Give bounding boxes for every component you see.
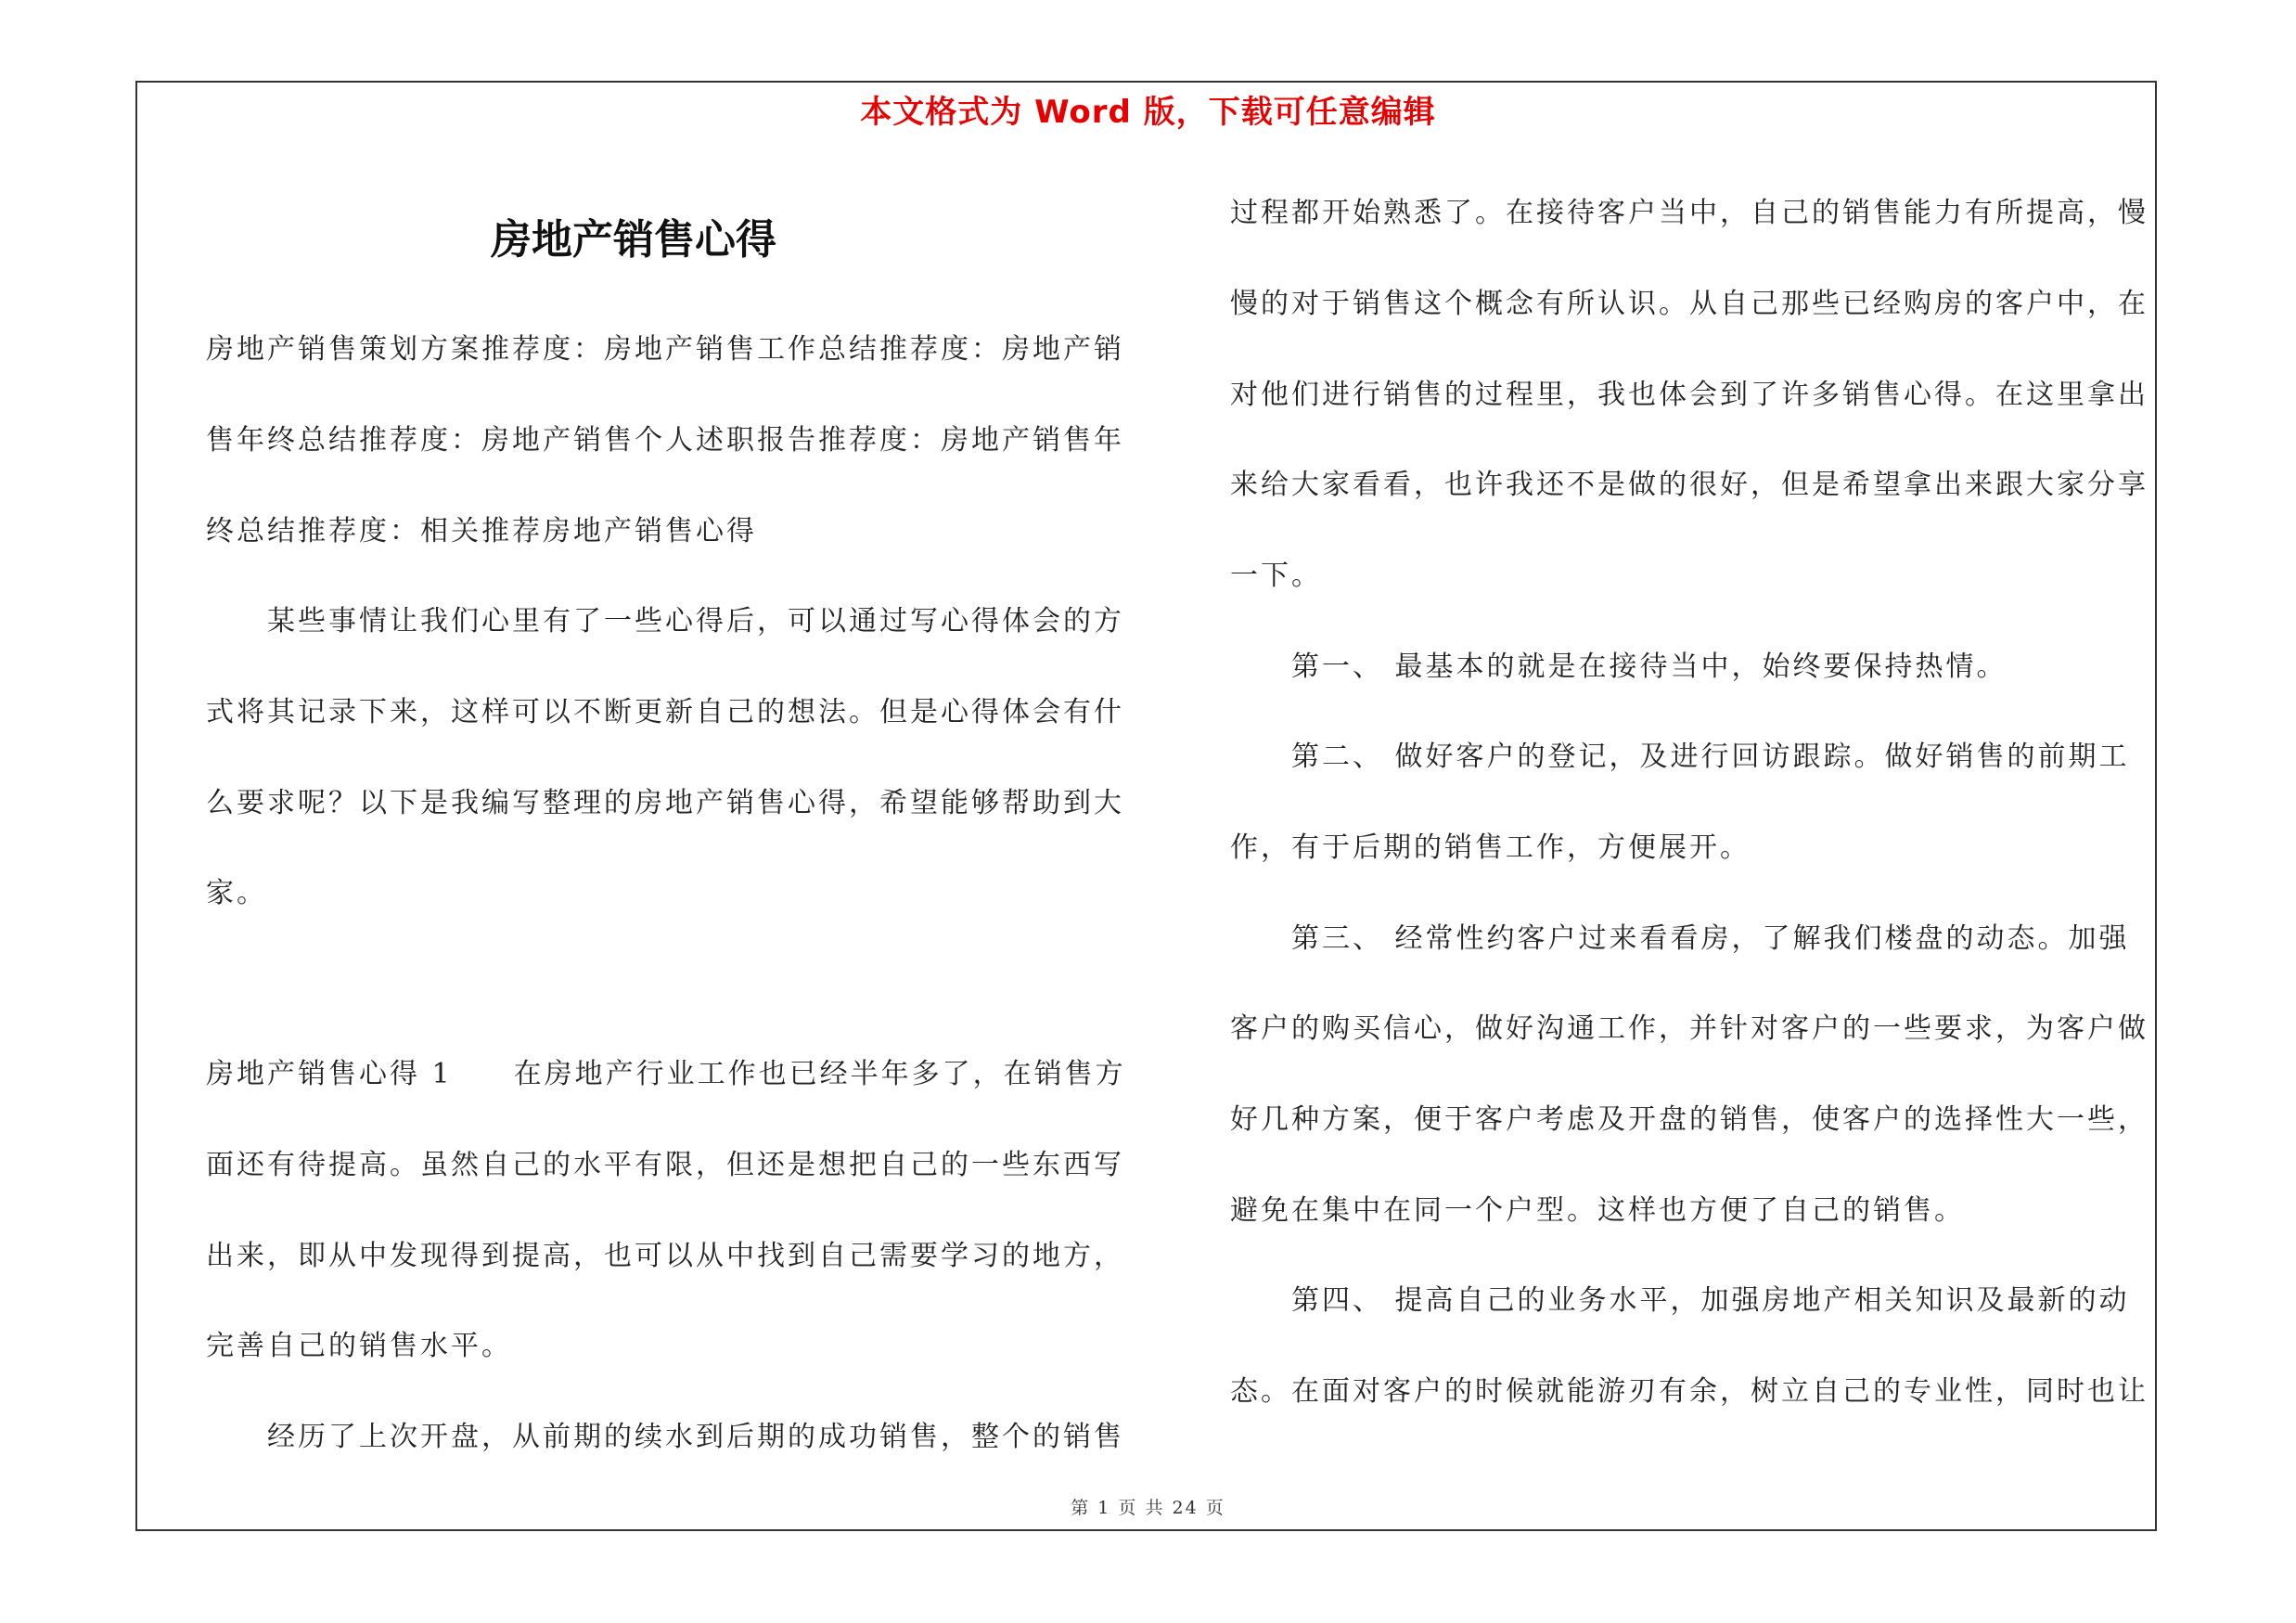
left-line: 某些事情让我们心里有了一些心得后，可以通过写心得体会的方 — [206, 605, 1124, 638]
left-line: 么要求呢？以下是我编写整理的房地产销售心得，希望能够帮助到大 — [206, 787, 1124, 819]
right-line: 第三、 经常性约客户过来看看房，了解我们楼盘的动态。加强 — [1230, 922, 2130, 955]
right-line: 慢的对于销售这个概念有所认识。从自己那些已经购房的客户中，在 — [1230, 288, 2148, 320]
right-line: 避免在集中在同一个户型。这样也方便了自己的销售。 — [1230, 1194, 1965, 1227]
left-line: 完善自己的销售水平。 — [206, 1330, 512, 1362]
right-line: 好几种方案，便于客户考虑及开盘的销售，使客户的选择性大一些， — [1230, 1103, 2148, 1136]
right-line: 第二、 做好客户的登记，及进行回访跟踪。做好销售的前期工 — [1230, 741, 2130, 773]
right-line: 来给大家看看，也许我还不是做的很好，但是希望拿出来跟大家分享 — [1230, 469, 2148, 501]
editable-banner: 本文格式为 Word 版，下载可任意编辑 — [860, 94, 1436, 131]
left-line: 面还有待提高。虽然自己的水平有限，但还是想把自己的一些东西写 — [206, 1149, 1124, 1181]
left-line: 出来，即从中发现得到提高，也可以从中找到自己需要学习的地方， — [206, 1240, 1124, 1272]
left-line: 房地产销售心得 1 在房地产行业工作也已经半年多了，在销售方 — [206, 1058, 1126, 1090]
left-line: 售年终总结推荐度：房地产销售个人述职报告推荐度：房地产销售年 — [206, 424, 1124, 457]
left-line: 式将其记录下来，这样可以不断更新自己的想法。但是心得体会有什 — [206, 696, 1124, 728]
right-line: 过程都开始熟悉了。在接待客户当中，自己的销售能力有所提高，慢 — [1230, 197, 2148, 229]
left-line: 终总结推荐度：相关推荐房地产销售心得 — [206, 515, 757, 547]
right-line: 一下。 — [1230, 560, 1322, 592]
document-title: 房地产销售心得 — [491, 216, 776, 264]
right-line: 客户的购买信心，做好沟通工作，并针对客户的一些要求，为客户做 — [1230, 1012, 2148, 1045]
page-number-footer: 第 1 页 共 24 页 — [1071, 1498, 1225, 1518]
left-line: 家。 — [206, 877, 267, 909]
left-line: 经历了上次开盘，从前期的续水到后期的成功销售，整个的销售 — [206, 1421, 1124, 1453]
right-line: 第四、 提高自己的业务水平，加强房地产相关知识及最新的动 — [1230, 1284, 2130, 1317]
left-line: 房地产销售策划方案推荐度：房地产销售工作总结推荐度：房地产销 — [206, 333, 1124, 366]
right-line: 态。在面对客户的时候就能游刃有余，树立自己的专业性，同时也让 — [1230, 1375, 2148, 1408]
right-line: 第一、 最基本的就是在接待当中，始终要保持热情。 — [1230, 650, 2007, 683]
right-line: 对他们进行销售的过程里，我也体会到了许多销售心得。在这里拿出 — [1230, 379, 2148, 411]
right-line: 作，有于后期的销售工作，方便展开。 — [1230, 831, 1751, 864]
